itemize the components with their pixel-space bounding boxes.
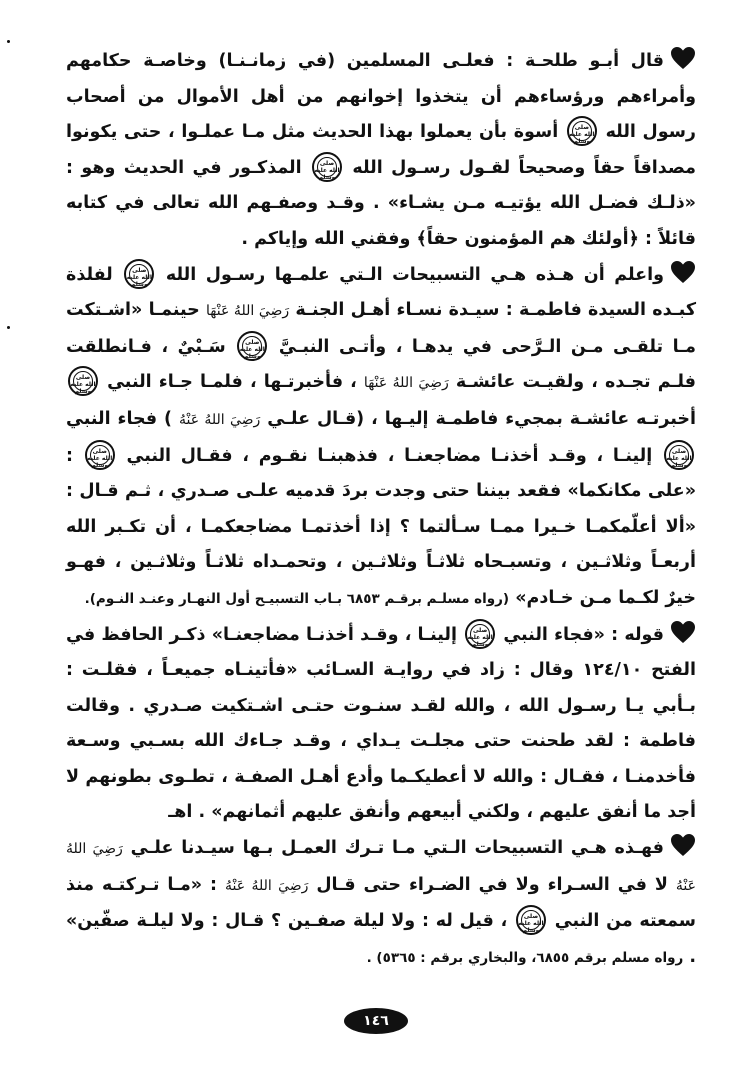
body-text: المذكـور في الحديث وهو : «ذلـك فضـل الله يؤتيـه مـن يشـاء» . وقـد وصفـهم الله تعالى في كتابه قائلاً : ﴿أولئك هم المؤمنون حقاً﴾ وفقني الله وإياكم . — [66, 157, 696, 249]
citation: رواه مسلم برقم ٦٨٥٥، والبخاري برقم : ٥٣٦٥) . — [366, 949, 684, 966]
margin-mark — [7, 326, 10, 329]
body-text: إلينـا ، وقـد أخذنـا مضاجعنـا» ذكـر الحافظ في الفتح ١٢٤/١٠ وقال : زاد في روايـة السـائب «فأتينـاه جميعـاً ، فقلـت : بـأبي يـا رسـول الله ، والله لقـد سنـوت حتـى اشـتكيت صـدري . وقالت فاطمة : لقد طحنت حتى مجلـت يـداي ، وقـد جـاءك الله بسـبي وسـعة فأخدمنـا ، فقـال : والله لا أعطيكـما وأدع أهـل الصفـة ، تطـوى بطونهم لا أجد ما أنفق عليهم ، ولكني أبيعهم وأنفق عليهم أثمانهم» . اهـ — [66, 624, 696, 823]
body-text: ) فجاء النبي — [66, 408, 179, 429]
body-text: أسوة بأن يعملوا بهذا الحديث مثل مـا عملـوا ، حتى يكونوا مصداقاً حقاً وصحيحاً لقـول رسـول الله — [66, 122, 696, 178]
salutation-seal-icon — [312, 152, 342, 182]
salutation-seal-text: صلى الله عليه وسلم — [467, 626, 493, 648]
paragraph — [66, 618, 696, 832]
body-text: أخبرتـه عائشـة بمجيء فاطمـة إليـها ، (قـال علـي — [260, 408, 696, 429]
salutation-seal-text: صلى الله عليه وسلم — [87, 447, 113, 469]
salutation-seal-text: صلى الله عليه وسلم — [666, 447, 692, 469]
page-number: ١٤٦ — [344, 1008, 408, 1034]
salutation-seal-icon — [516, 905, 546, 935]
heart-icon — [670, 620, 696, 644]
paragraph — [66, 258, 696, 618]
salutation-seal-icon — [664, 440, 694, 470]
heart-icon — [670, 833, 696, 857]
body-text: قوله : «فجاء النبي — [497, 624, 664, 645]
honorific: رَضِيَ اللهُ عَنْهَا — [363, 375, 449, 392]
salutation-seal-text: صلى الله عليه وسلم — [126, 266, 152, 288]
salutation-seal-icon — [85, 440, 115, 470]
honorific: رَضِيَ اللهُ عَنْهَا — [206, 303, 290, 320]
heart-icon — [670, 260, 696, 284]
body-text: : «على مكانكما» فقعد بيننا حتى وجدت بردَ قدميه علـى صـدري ، ثـم قـال : «ألا أعلّمكمـا خـيرا ممـا سـألتما ؟ إذا أخذتمـا مضاجعكمـا ، أن تكـبر الله أربعـاً وثلاثـين ، وتسبـحاه ثلاثـاً وثلاثـين ، وتحمـداه ثلاثـاً وثلاثـين ، فهـو خيرٌ لكـما مـن خـادم» — [66, 445, 696, 608]
body-text: إلينـا ، وقـد أخذنـا مضاجعنـا ، فذهبنـا نقـوم ، فقـال النبي — [116, 445, 662, 466]
body-text: : «مـا تـركتـه منذ سمعته من النبي — [66, 874, 696, 932]
honorific: رَضِيَ اللهُ عَنْهُ — [225, 877, 309, 894]
salutation-seal-icon — [237, 331, 267, 361]
body-text: لا في السـراء ولا في الضـراء حتى قـال — [308, 874, 676, 895]
salutation-seal-text: صلى الله عليه وسلم — [518, 913, 544, 935]
body-text: سَـبْيٌ ، فـانطلقت فلـم تجـده ، ولقيـت عائشـة — [66, 336, 697, 393]
salutation-seal-text: صلى الله عليه وسلم — [239, 338, 265, 360]
salutation-seal-icon — [68, 366, 98, 396]
page-body — [66, 44, 696, 976]
body-text: حينمـا «اشـتكت مـا تلقـى مـن الـرَّحى في يدهـا ، وأتـى النبـيَّ — [66, 300, 696, 357]
body-text: ، قيل له : ولا ليلة صفـين ؟ قـال : ولا ليلـة صفّين» . — [66, 911, 696, 967]
honorific: رَضِيَ اللهُ عَنْهُ — [66, 841, 696, 894]
body-text: قال أبـو طلحـة : فعلـى المسلمين (في زمانـنـا) وخاصـة حكامهم وأمراءهم ورؤساءهم أن يتخذوا إخوانهم من أهل الأموال من أصحاب رسول الله — [66, 51, 696, 143]
body-text: فهـذه هـي التسبيحات الـتي مـا تـرك العمـل بـها سيـدنا علـي — [122, 838, 664, 859]
body-text: لفلذة كبـده السيدة فاطمـة : سيـدة نسـاء أهـل الجنـة — [66, 264, 696, 321]
salutation-seal-text: صلى الله عليه وسلم — [314, 159, 340, 181]
paragraph — [66, 44, 696, 258]
salutation-seal-text: صلى الله عليه وسلم — [569, 124, 595, 146]
salutation-seal-icon — [465, 619, 495, 649]
heart-icon — [670, 46, 696, 70]
paragraph — [66, 831, 696, 976]
body-text: ، فأخبرتـها ، فلمـا جـاء النبي — [100, 372, 364, 393]
salutation-seal-icon — [124, 259, 154, 289]
salutation-seal-icon — [567, 116, 597, 146]
body-text: واعلم أن هـذه هـي التسبيحات الـتي علمـها رسـول الله — [156, 264, 665, 285]
citation: (رواه مسلـم برقـم ٦٨٥٣ بـاب التسبيـح أول النهـار وعنـد النـوم). — [84, 590, 510, 607]
honorific: رَضِيَ اللهُ عَنْهُ — [178, 411, 261, 428]
salutation-seal-text: صلى الله عليه وسلم — [70, 374, 96, 396]
margin-mark — [7, 40, 10, 43]
